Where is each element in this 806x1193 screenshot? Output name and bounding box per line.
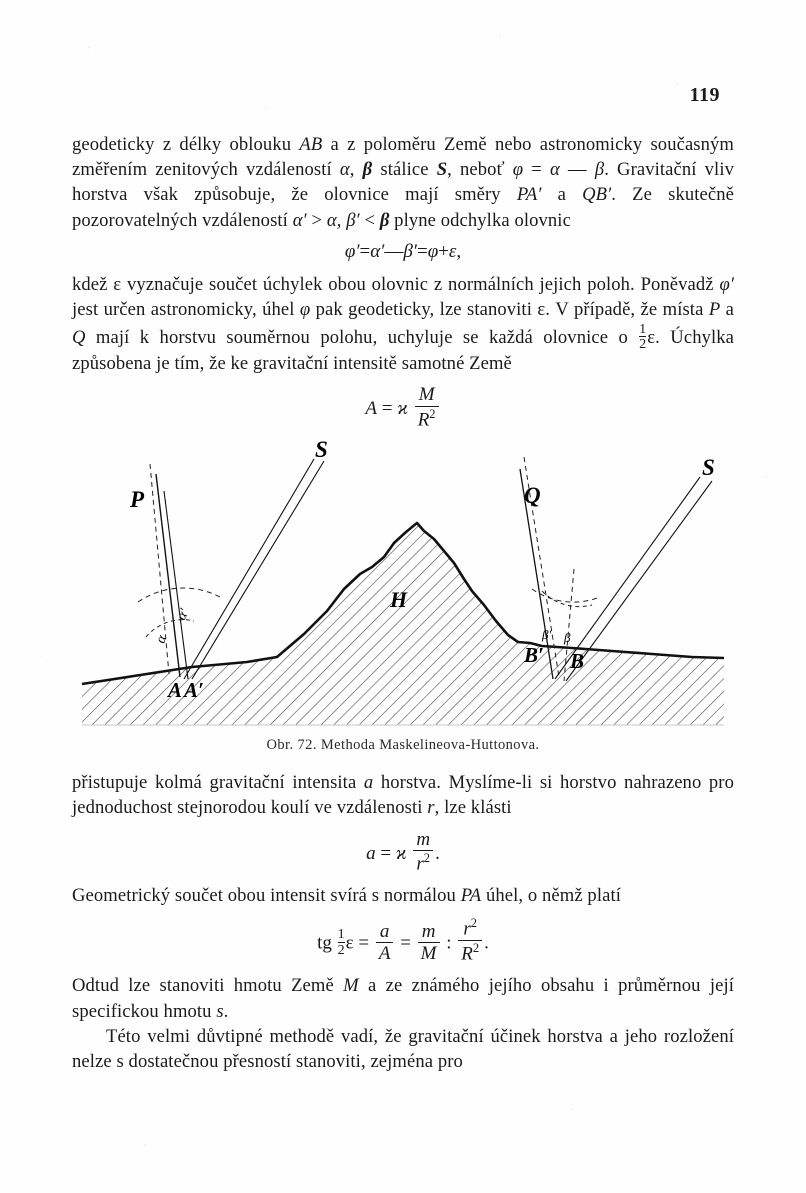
formula-tg-label: tg — [317, 932, 332, 954]
formula-tg-fraction-mM — [418, 922, 440, 964]
paragraph-4 — [72, 883, 734, 908]
half-denominator: 2 — [639, 336, 647, 352]
symbol-alpha-3: α — [326, 209, 337, 231]
formula-phi-plus: + — [438, 240, 449, 262]
p4-text-a: Geometrický součet obou intensit svírá s normálou — [72, 885, 461, 907]
symbol-P: P — [708, 298, 721, 320]
symbol-AB: AB — [299, 134, 323, 155]
symbol-beta-2: β — [594, 159, 605, 181]
figure-label-H: H — [390, 587, 408, 613]
formula-tg-rR-num — [458, 917, 482, 939]
sight-ray-B-to-S — [566, 481, 712, 681]
p1-text-g: . Ze skutečně pozorovatelných vzdáleností — [72, 184, 734, 231]
p3-text-c: , lze klásti — [434, 797, 512, 819]
p1-comma-1: , — [349, 159, 363, 181]
symbol-Q: Q — [72, 327, 86, 349]
p1-text-e: . Gravitační vliv horstva však způsobuje, že olovnice mají směry — [72, 159, 734, 206]
formula-phi-prime — [72, 242, 734, 263]
symbol-epsilon-3: ε — [647, 327, 656, 349]
formula-tangent — [72, 917, 734, 964]
symbol-epsilon-2: ε — [537, 298, 546, 320]
formula-tg-fraction-rR — [458, 917, 482, 964]
formula-tg-rR-den-base: R — [461, 943, 473, 965]
symbol-phi-2: φ — [299, 298, 311, 320]
formula-phi-eq2: = — [416, 240, 428, 262]
figure-label-beta: β — [564, 630, 571, 646]
formula-phi-eq1: = — [359, 240, 371, 262]
formula-tg-fraction-aA — [376, 922, 394, 964]
formula-a-lhs: a — [366, 842, 376, 864]
symbol-alpha-2: α — [549, 159, 560, 181]
formula-A — [72, 385, 734, 430]
formula-A-fraction — [415, 385, 439, 430]
p1-comma-2: , — [336, 209, 347, 231]
formula-phi-t1: α′ — [370, 240, 385, 262]
formula-tg-mM-den: M — [418, 942, 440, 964]
figure-72 — [72, 439, 734, 735]
symbol-M: M — [343, 975, 359, 997]
formula-tg-rR-den — [458, 940, 482, 965]
p1-minus: — — [559, 159, 595, 181]
figure-label-beta-prime: β′ — [542, 627, 552, 643]
formula-a-denominator — [413, 850, 433, 875]
paragraph-3 — [72, 770, 734, 820]
symbol-beta: β — [362, 159, 373, 181]
symbol-beta-3: β — [379, 209, 390, 231]
symbol-alpha: α — [339, 159, 350, 181]
symbol-a-small: a — [363, 772, 374, 794]
formula-a-eq: = — [380, 842, 392, 864]
plumb-line-PA-prime — [164, 491, 188, 679]
formula-a-fraction — [413, 830, 433, 875]
p2-text-f: a — [720, 298, 735, 320]
p2-text-h: . Úchylka způsobena je tím, že ke gravitační intensitě samotné Země — [72, 327, 734, 375]
symbol-PA: PA — [460, 885, 482, 907]
formula-tg-rR-num-exp: 2 — [470, 916, 478, 931]
formula-phi-t2: β′ — [403, 240, 417, 262]
figure-label-B: B — [570, 649, 585, 674]
formula-tg-colon: : — [446, 932, 452, 954]
figure-caption: Obr. 72. Methoda Maskelineova-Huttonova. — [266, 737, 540, 754]
half-numerator: 1 — [639, 321, 647, 337]
formula-a-den-exponent: 2 — [423, 850, 431, 865]
formula-phi-minus: — — [384, 240, 404, 262]
formula-tg-rR-den-exp: 2 — [472, 940, 480, 955]
p1-text-f: a — [541, 184, 583, 206]
formula-tg-aA-num: a — [379, 921, 390, 943]
figure-label-A: A — [168, 678, 183, 703]
formula-A-den-exponent: 2 — [429, 406, 436, 421]
fraction-one-half — [639, 322, 646, 351]
symbol-r: r — [427, 797, 435, 819]
p2-text-g: mají k horstvu souměrnou polohu, uchyluje se každá olovnice o — [85, 327, 639, 349]
angle-arc-beta-prime — [542, 591, 592, 607]
symbol-epsilon-1: ε — [113, 273, 122, 295]
p2-text-e: . V případě, že místa — [545, 298, 709, 320]
p2-text-d: pak geodeticky, lze stanoviti — [310, 298, 538, 320]
formula-tg-aA-den: A — [376, 942, 394, 964]
formula-a-numerator: m — [416, 828, 431, 850]
angle-arc-alpha — [138, 588, 220, 602]
paragraph-1 — [72, 132, 734, 233]
paragraph-6: Této velmi důvtipné methodě vadí, že gravitační účinek horstva a jeho rozložení nelze s dostatečnou přesností stanoviti, zejména pro — [72, 1025, 734, 1073]
formula-a-kappa: ϰ — [395, 842, 407, 864]
p1-eq: = — [523, 159, 550, 181]
p1-text-d: , neboť — [447, 159, 513, 181]
formula-tg-rR-num-base: r — [463, 918, 471, 940]
figure-label-alpha-prime: α′ — [174, 606, 193, 623]
symbol-PA-prime: PA′ — [516, 184, 542, 206]
formula-tg-epsilon: ε — [345, 932, 354, 954]
figure-label-P: P — [130, 487, 145, 513]
figure-label-S-right: S — [702, 455, 715, 481]
p1-text-b: a z poloměru Země nebo astronomicky současným změřením zenitových vzdáleností — [72, 134, 734, 181]
symbol-QB-prime: QB′ — [582, 184, 612, 206]
formula-tg-eq2: = — [400, 932, 411, 954]
page-content — [72, 132, 734, 1074]
symbol-s: s — [216, 1000, 224, 1022]
formula-A-den-base: R — [417, 408, 430, 430]
formula-tg-half — [338, 927, 345, 957]
p5-text-c: . — [223, 1000, 229, 1022]
p1-text-a: geodeticky z délky oblouku — [72, 134, 300, 155]
symbol-phi-prime: φ′ — [719, 273, 735, 295]
formula-A-eq: = — [381, 398, 393, 420]
symbol-phi: φ — [512, 159, 524, 181]
figure-72-drawing — [72, 439, 734, 735]
p2-text-a: kdež — [72, 273, 114, 295]
formula-phi-lhs: φ′ — [344, 240, 360, 262]
formula-tg-period: . — [484, 932, 489, 954]
formula-A-denominator — [415, 406, 439, 431]
p2-text-b: vyznačuje součet úchylek obou olovnic z normálních jejich poloh. Poněvadž — [121, 273, 720, 295]
p1-text-c: stálice — [372, 159, 437, 181]
p3-text-b: horstva. Myslíme-li si horstvo nahrazeno pro jednoduchost stejnorodou koulí ve vzdálenosti — [72, 772, 734, 819]
p1-lt: < — [359, 209, 380, 231]
formula-phi-t4: ε, — [448, 240, 462, 262]
formula-phi-t3: φ — [427, 240, 439, 262]
symbol-S: S — [436, 159, 448, 181]
p1-gt: > — [306, 209, 327, 231]
symbol-beta-prime: β′ — [346, 209, 360, 231]
p2-text-c: jest určen astronomicky, úhel — [72, 298, 300, 320]
figure-label-Q: Q — [524, 483, 541, 509]
formula-a-period: . — [435, 842, 440, 864]
p5-text-b: a ze známého jejího obsahu i průměrnou její specifickou hmotu — [72, 975, 734, 1022]
formula-a-small — [72, 830, 734, 875]
formula-a-den-base: r — [416, 852, 424, 874]
formula-A-kappa: ϰ — [397, 398, 408, 420]
symbol-alpha-prime: α′ — [292, 209, 307, 231]
formula-tg-mM-num: m — [421, 921, 436, 943]
p1-text-h: plyne odchylka olovnic — [389, 209, 571, 231]
p5-text-a: Odtud lze stanoviti hmotu Země — [72, 975, 344, 997]
formula-tg-half-num: 1 — [337, 926, 345, 943]
p3-text-a: přistupuje kolmá gravitační intensita — [72, 772, 364, 794]
paragraph-2 — [72, 272, 734, 377]
figure-label-B-prime: B′ — [524, 643, 544, 668]
p4-text-b: úhel, o němž platí — [481, 885, 621, 907]
formula-A-lhs: A — [365, 398, 378, 420]
formula-tg-eq1: = — [358, 932, 370, 954]
formula-A-numerator: M — [418, 384, 435, 406]
figure-label-S-left: S — [315, 439, 328, 463]
figure-label-alpha: α — [153, 633, 171, 646]
formula-tg-half-den: 2 — [337, 941, 345, 958]
figure-label-A-prime: A′ — [184, 678, 204, 703]
paragraph-5 — [72, 973, 734, 1023]
page-number: 119 — [689, 84, 720, 106]
